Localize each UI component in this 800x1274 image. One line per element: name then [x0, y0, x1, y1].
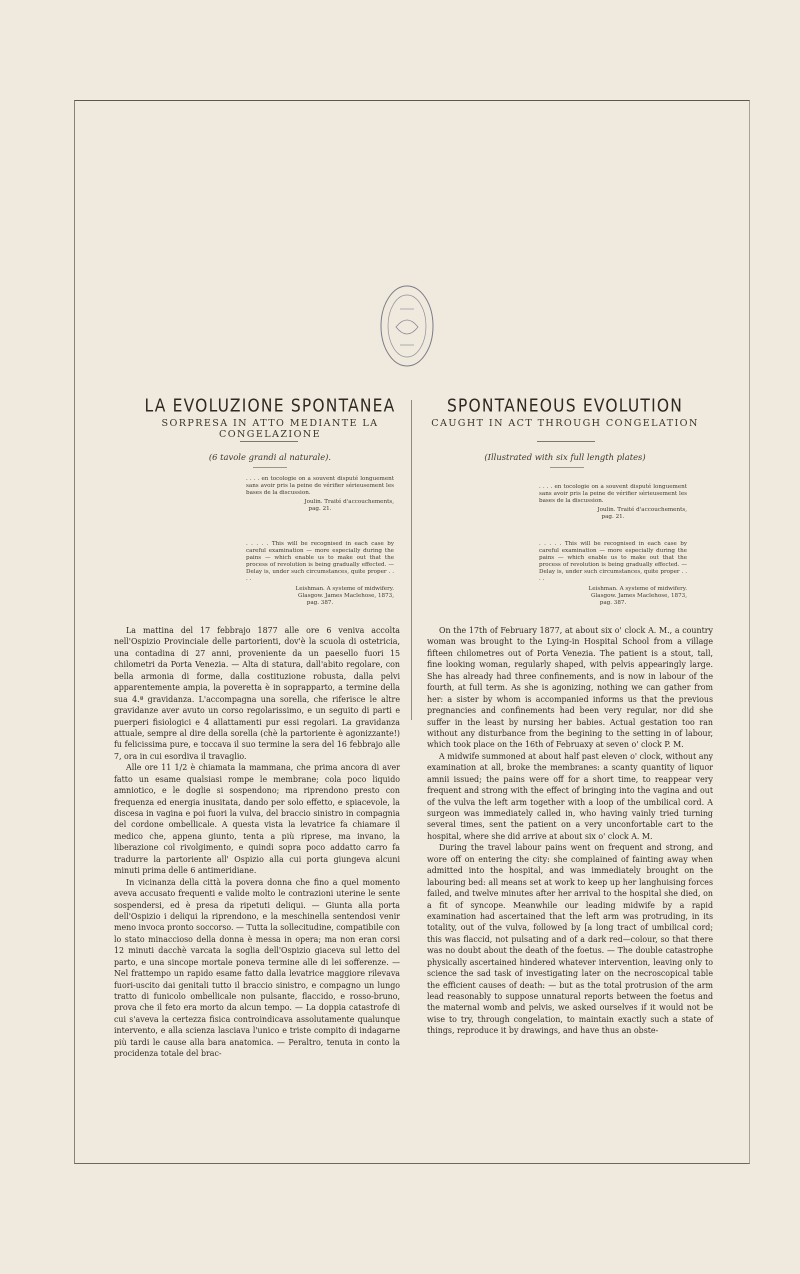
left-epigraph-2	[246, 541, 394, 607]
left-body-text	[114, 625, 400, 1060]
paragraph: On the 17th of February 1877, at about six o' clock A. M., a country woman was brought to the Lying-in Hospital School from a village fifteen chilometres out of Porta Venezia. The patient is a stout, tall, fine looking woman, regularly shaped, with pelvis appearingly large. She has already had three confinements, and is now in labour of the fourth, at full term. As she is agonizing, nothing we can gather from her: a sister by whom is accompanied informs us that the previous pregnancies and confinements had been very regular, nor did she suffer in the least by nursing her babies. Actual gestation too ran without any disturbance from the begining to the setting in of labour, which took place on the 16th of Februaxy at seven o' clock P. M.	[427, 626, 713, 750]
paragraph: In vicinanza della città la povera donna che fino a quel momento aveva accusato frequenti e valide molto le contrazioni uterine le sente sospendersi, ed è presa da ripetuti deliqui. — Giunta alla porta dell'Ospizio i deliqui la riprendono, e la meschinella sentendosi venir meno invoca pronto soccorso. — Tutta la sollecitudine, compatibile con lo stato minaccioso della donna è messa in opera; ma non eran corsi 12 minuti dacchè varcata la soglia dell'Ospizio giaceva sul letto del parto, e una sincope mortale poneva termine alle di lei sofferenze. — Nel frattempo un rapido esame fatto dalla levatrice maggiore rilevava fuori-uscito dai genitali tutto il braccio sinistro, e compagno un lungo tratto di funicolo ombellicale non pulsante, flaccido, e rosso-bruno, prova che il feto era morto da alcun tempo. — La doppia catastrofe di cui s'aveva la certezza fisica controindicava assolutamente qualunque intervento, e alla scienza lasciava l'unico e triste compito di indagarne più tardi le cause alla bara anatomica. — Peraltro, tenuta in conto la procidenza totale del brac-	[114, 877, 400, 1059]
right-epigraph-1-page: pag. 21.	[601, 514, 625, 521]
left-rule-small	[253, 467, 287, 468]
right-plates-note: (Illustrated with six full length plates)	[484, 452, 646, 462]
left-epigraph-1-page: pag. 21.	[308, 506, 332, 513]
right-rule-small	[550, 467, 584, 468]
left-epigraph-2-source-2: Glasgow. James Maclehose, 1873,	[298, 592, 394, 599]
right-rule	[537, 441, 595, 442]
right-epigraph-1-source: Joulin. Traité d'accouchements,	[597, 507, 687, 514]
left-epigraph-2-text: . . . . . This will be recognised in each case by careful examination — more especially during the pains — which enable us to make out that the process of revolution is being gradually effected. — Delay is, under such circumstances, quite proper . . . .	[246, 541, 394, 583]
column-divider	[411, 400, 412, 720]
left-epigraph-1	[246, 476, 394, 513]
paragraph: Alle ore 11 1/2 è chiamata la mammana, che prima ancora di aver fatto un esame qualsiasi rompe le membrane; cola poco liquido amniotico, e le doglie si sospendono; ma riprendono presto con frequenza ed energia inusitata, dando per solo effetto, e spiacevole, la discesa in vagina e poi fuori la vulva, del braccio sinistro in compagnia del cordone ombellicale. A questa vista la levatrice fa chiamare il medico che, appena giunto, tenta a più riprese, ma invano, la liberazione col rivolgimento, e quindi sopra poco addatto carro fa tradurre la partoriente all' Ospizio alla cui porta giungeva alcuni minuti prima delle 6 antimeridiane.	[114, 763, 400, 876]
right-title: SPONTANEOUS EVOLUTION	[446, 395, 684, 417]
left-plates-note: (6 tavole grandi al naturale).	[208, 452, 332, 462]
right-epigraph-1	[539, 484, 687, 521]
right-epigraph-2-page: pag. 387.	[599, 599, 627, 606]
left-epigraph-1-text: . . . . en tocologie on a souvent disputé longuement sans avoir pris la peine de vérifier sérieusement les bases de la discussion.	[246, 476, 394, 497]
right-subtitle: CAUGHT IN ACT THROUGH CONGELATION	[431, 418, 699, 429]
right-epigraph-2-source-2: Glasgow. James Maclehose, 1873,	[591, 592, 687, 599]
right-epigraph-2-text: . . . . . This will be recognised in each case by careful examination — more especially during the pains — which enable us to make out that the process of revolution is being gradually effected. — Delay is, under such circumstances, quite proper . . . .	[539, 541, 687, 583]
paragraph: During the travel labour pains went on frequent and strong, and wore off on entering the city: she complained of fainting away when admitted into the hospital, and was immediately brought on the labouring bed: all means set at work to keep up her langhuising forces failed, and twelve minutes after her arrival to the hospital she died, on a fit of syncope. Meanwhile our leading midwife by a rapid examination had ascertained that the left arm was protruding, in its totality, out of the vulva, followed by [a long tract of umbilical cord; this was flaccid, not pulsating and of a dark red—colour, so that there was no doubt about the death of the foetus. — The double catastrophe physically ascertained hindered whatever intervention, leaving only to science the sad task of investigating later on the necroscopical table the efficient causes of death: — but as the total protrusion of the arm lead reasonably to suppose unnatural reports between the foetus and the maternal womb and pelvis, we asked ourselves if it would not be wise to try, through congelation, to maintain exactly such a state of things, reproduce it by drawings, and have thus an obste-	[427, 843, 713, 1036]
library-stamp	[378, 283, 436, 369]
left-epigraph-2-source: Leishman. A systeme of midwifery.	[295, 585, 394, 592]
left-epigraph-1-source: Joulin. Traité d'accouchements,	[304, 499, 394, 506]
paragraph: A midwife summoned at about half past eleven o' clock, without any examination at all, broke the membranes: a scanty quantity of liquor amnii issued; the pains were off for a short time, to reappear very frequent and strong with the effect of bringing into the vagina and out of the vulva the left arm together with a loop of the umbilical cord. A surgeon was immediately called in, who having vainly tried turning several times, sent the patient on a very unconfortable cart to the hospital, where she did arrive at about six o' clock A. M.	[427, 751, 713, 841]
left-title: LA EVOLUZIONE SPONTANEA	[144, 395, 396, 417]
paragraph: La mattina del 17 febbrajo 1877 alle ore 6 veniva accolta nell'Ospizio Provinciale delle partorienti, dov'è la scuola di ostetricia, una contadina di 27 anni, proveniente da un paesello fuori 15 chilometri da Porta Venezia. — Alta di statura, dall'abito regolare, con bella armonia di forme, dalla costituzione robusta, dalla pelvi apparentemente ampia, la poveretta è in soprapparto, a termine della sua 4.ª gravidanza. L'accompagna una sorella, che riferisce le altre gravidanze aver avuto un corso regolarissimo, e un seguito di parti e puerperi fisiologici e 4 allattamenti pur essi regolari. La gravidanza attuale, sempre al dire della sorella (chè la partoriente è agonizzante!) fu felicissima pure, e toccava il suo termine la sera del 16 febbrajo alle 7, ora in cui esordiva il travaglio.	[114, 626, 400, 761]
left-epigraph-2-page: pag. 387.	[306, 599, 334, 606]
right-epigraph-1-text: . . . . en tocologie on a souvent disputé longuement sans avoir pris la peine de vérifier sérieusement les bases de la discussion.	[539, 484, 687, 505]
right-body-text	[427, 625, 713, 1037]
left-rule	[240, 441, 298, 442]
right-epigraph-2-source: Leishman. A systeme of midwifery.	[588, 585, 687, 592]
left-subtitle: SORPRESA IN ATTO MEDIANTE LA CONGELAZIONE	[161, 418, 379, 440]
right-epigraph-2	[539, 541, 687, 607]
